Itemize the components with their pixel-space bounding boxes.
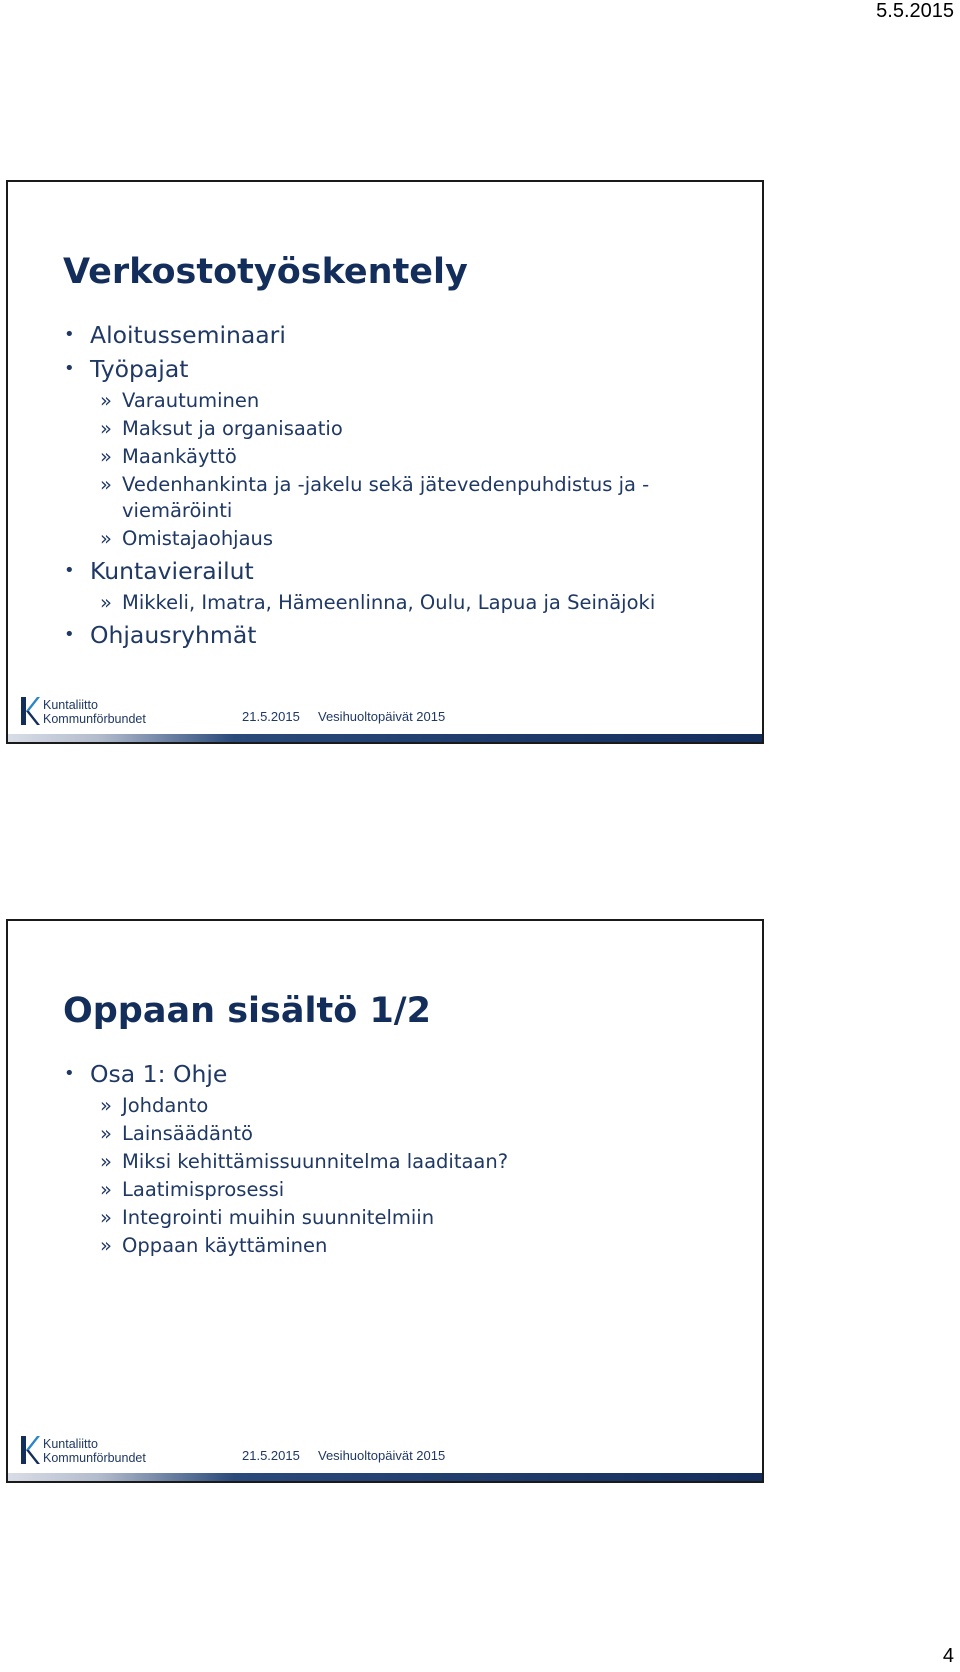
sub-bullet-text: Omistajaohjaus	[122, 527, 274, 550]
footer-event: Vesihuoltopäivät 2015	[318, 1448, 446, 1463]
sub-bullet-text: Miksi kehittämissuunnitelma laaditaan?	[122, 1150, 509, 1173]
bullet-item	[62, 352, 732, 386]
logo-line: Kommunförbundet	[43, 712, 146, 726]
bullet-text: Kuntavierailut	[90, 557, 254, 585]
sub-bullet-text: Oppaan käyttäminen	[122, 1234, 328, 1257]
bullet-dot: •	[64, 624, 75, 645]
sub-bullet-item	[62, 1093, 732, 1119]
sub-bullet-mark: »	[100, 445, 112, 468]
bullet-item	[62, 1057, 732, 1091]
sub-bullet-mark: »	[100, 1178, 112, 1201]
sub-bullet-item	[62, 1149, 732, 1175]
sub-bullet-item	[62, 1121, 732, 1147]
sub-bullet-text: Varautuminen	[122, 389, 260, 412]
sub-bullet-mark: »	[100, 591, 112, 614]
sub-bullet-text: Integrointi muihin suunnitelmiin	[122, 1206, 435, 1229]
bullet-item	[62, 554, 732, 588]
slide-footer	[8, 1437, 762, 1481]
sub-bullet-mark: »	[100, 473, 112, 496]
sub-bullet-item	[62, 1233, 732, 1259]
slide-title: Verkostotyöskentely	[63, 252, 468, 292]
footer-date: 21.5.2015	[242, 709, 300, 724]
sub-bullet-item	[62, 1177, 732, 1203]
sub-bullet-text: Lainsäädäntö	[122, 1122, 253, 1145]
sub-bullet-item	[62, 444, 732, 470]
footer-bar	[8, 734, 762, 742]
sub-bullet-mark: »	[100, 1150, 112, 1173]
sub-bullet-text: Johdanto	[122, 1094, 209, 1117]
sub-bullet-mark: »	[100, 1234, 112, 1257]
logo-text	[43, 1437, 146, 1465]
sub-bullet-item	[62, 590, 732, 616]
bullet-dot: •	[64, 560, 75, 581]
logo-line: Kuntaliitto	[43, 698, 98, 712]
kuntaliitto-logo-icon	[20, 696, 40, 726]
bullet-dot: •	[64, 358, 75, 379]
sub-bullet-text: Mikkeli, Imatra, Hämeenlinna, Oulu, Lapua ja Seinäjoki	[122, 591, 656, 614]
page-date: 5.5.2015	[876, 0, 954, 22]
kuntaliitto-logo	[20, 1435, 160, 1469]
sub-bullet-mark: »	[100, 1094, 112, 1117]
sub-bullet-item	[62, 388, 732, 414]
sub-bullet-item	[62, 1205, 732, 1231]
page-number: 4	[942, 1645, 954, 1667]
bullet-item	[62, 318, 732, 352]
slide-oppaan-sisalto	[6, 919, 764, 1483]
bullet-text: Aloitusseminaari	[90, 321, 286, 349]
bullet-text: Työpajat	[90, 355, 189, 383]
bullet-item	[62, 618, 732, 652]
logo-line: Kommunförbundet	[43, 1451, 146, 1465]
sub-bullet-item	[62, 526, 732, 552]
bullet-text: Osa 1: Ohje	[90, 1060, 228, 1088]
footer-bar	[8, 1473, 762, 1481]
sub-bullet-item	[62, 472, 722, 524]
sub-bullet-text: Maankäyttö	[122, 445, 237, 468]
bullet-dot: •	[64, 1063, 75, 1084]
logo-text	[43, 698, 146, 726]
kuntaliitto-logo	[20, 696, 160, 730]
slide-content	[62, 318, 732, 652]
sub-bullet-mark: »	[100, 417, 112, 440]
sub-bullet-text: Laatimisprosessi	[122, 1178, 285, 1201]
logo-line: Kuntaliitto	[43, 1437, 98, 1451]
sub-bullet-mark: »	[100, 1122, 112, 1145]
slide-title: Oppaan sisältö 1/2	[63, 991, 431, 1031]
slide-verkostotyoskentely	[6, 180, 764, 744]
footer-date: 21.5.2015	[242, 1448, 300, 1463]
footer-event: Vesihuoltopäivät 2015	[318, 709, 446, 724]
sub-bullet-item	[62, 416, 732, 442]
sub-bullet-mark: »	[100, 1206, 112, 1229]
sub-bullet-mark: »	[100, 527, 112, 550]
slide-content	[62, 1057, 732, 1261]
slide-footer	[8, 698, 762, 742]
sub-bullet-mark: »	[100, 389, 112, 412]
kuntaliitto-logo-icon	[20, 1435, 40, 1465]
bullet-text: Ohjausryhmät	[90, 621, 257, 649]
sub-bullet-text: Vedenhankinta ja -jakelu sekä jätevedenpuhdistus ja - viemäröinti	[122, 473, 650, 522]
sub-bullet-text: Maksut ja organisaatio	[122, 417, 343, 440]
bullet-dot: •	[64, 324, 75, 345]
